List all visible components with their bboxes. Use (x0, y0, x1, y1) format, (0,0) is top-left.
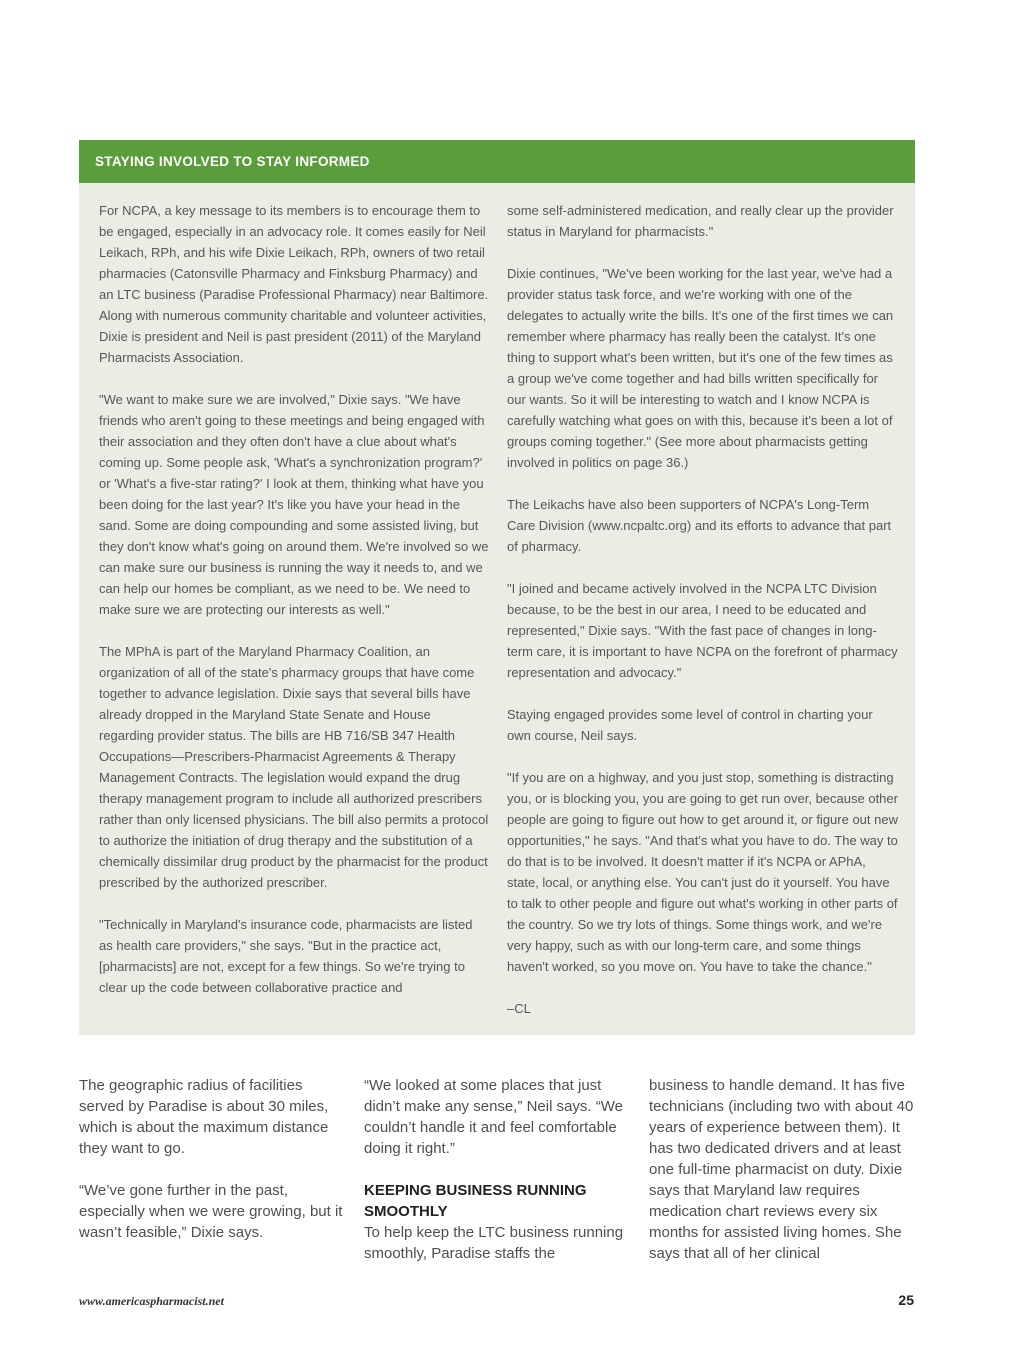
section-subhead: KEEPING BUSINESS RUNNING SMOOTHLY (364, 1182, 587, 1220)
sidebar-title: STAYING INVOLVED TO STAY INFORMED (95, 154, 370, 169)
sidebar-paragraph: The MPhA is part of the Maryland Pharmacy Coalition, an organization of all of the state's pharmacy groups that have come together to advance legislation. Dixie says that several bills have already dropped in the Maryland State Senate and House regarding provider status. The bills are HB 716/SB 347 Health Occupations—Prescribers-Pharmacist Agreements & Therapy Management Contracts. The legislation would expand the drug therapy management program to include all authorized prescribers rather than only licensed physicians. The bill also permits a protocol to authorize the initiation of drug therapy and the substitution of a chemically dissimilar drug product by the pharmacist for the product prescribed by the authorized prescriber. (99, 644, 489, 890)
article-paragraph: business to handle demand. It has five technicians (including two with about 40 years of experience between them). It has two dedicated drivers and at least one full-time pharmacist on duty. Dixie says that Maryland law requires medication chart reviews every six months for assisted living homes. She says that all of her clinical (649, 1077, 914, 1262)
sidebar-signature: –CL (507, 1001, 531, 1016)
page-number: 25 (898, 1292, 914, 1308)
sidebar-header (79, 140, 915, 183)
article-column-2 (364, 1075, 632, 1285)
article-paragraph: “We’ve gone further in the past, especially when we were growing, but it wasn’t feasible,” Dixie says. (79, 1182, 343, 1241)
sidebar-paragraph: "We want to make sure we are involved," Dixie says. "We have friends who aren't going to these meetings and being engaged with their association and they often don't have a clue about what's coming up. Some people ask, 'What's a synchronization program?' or 'What's a five-star rating?' I look at them, thinking what have you been doing for the last year? It's like you have your head in the sand. Some are doing compounding and some assisted living, but they don't know what's going on around them. We're involved so we can make sure our business is running the way it needs to, and we can help our homes be compliant, as we need to be. We need to make sure we are protecting our interests as well." (99, 392, 489, 617)
article-paragraph: To help keep the LTC business running smoothly, Paradise staffs the (364, 1224, 624, 1262)
sidebar-box (79, 140, 915, 1035)
sidebar-paragraph: The Leikachs have also been supporters of NCPA's Long-Term Care Division (www.ncpaltc.org) and its efforts to advance that part of pharmacy. (507, 497, 892, 554)
sidebar-paragraph: For NCPA, a key message to its members is to encourage them to be engaged, especially in an advocacy role. It comes easily for Neil Leikach, RPh, and his wife Dixie Leikach, RPh, owners of two retail pharmacies (Catonsville Pharmacy and Finksburg Pharmacy) and an LTC business (Paradise Professional Pharmacy) near Baltimore. Along with numerous community charitable and volunteer activities, Dixie is president and Neil is past president (2011) of the Maryland Pharmacists Association. (99, 203, 489, 365)
sidebar-paragraph: some self-administered medication, and really clear up the provider status in Maryland for pharmacists." (507, 203, 894, 239)
footer-url: www.americaspharmacist.net (79, 1294, 224, 1308)
article-paragraph: “We looked at some places that just didn’t make any sense,” Neil says. “We couldn’t handle it and feel comfortable doing it right.” (364, 1077, 623, 1157)
sidebar-paragraph: "Technically in Maryland's insurance code, pharmacists are listed as health care providers," she says. "But in the practice act, [pharmacists] are not, except for a few things. So we're trying to clear up the code between collaborative practice and (99, 917, 473, 995)
sidebar-paragraph: "If you are on a highway, and you just stop, something is distracting you, or is blocking you, you are going to get run over, because other people are going to figure out how to get around it, or figure out new opportunities," he says. "And that's what you have to do. The way to do that is to be involved. It doesn't matter if it's NCPA or APhA, state, local, or anything else. You can't just do it yourself. You have to talk to other people and figure out what's working in other parts of the country. So we try lots of things. Some things work, and we're very happy, such as with our long-term care, and some things haven't worked, so you move on. You have to take the chance." (507, 770, 898, 974)
article-column-3 (649, 1075, 917, 1285)
article-column-1 (79, 1075, 347, 1264)
sidebar-paragraph: Dixie continues, "We've been working for the last year, we've had a provider status task force, and we're working with one of the delegates to actually write the bills. It's one of the first times we can remember where pharmacy has really been the catalyst. It's one thing to support what's been written, but it's one of the few times as a group we've come together and had bills written specifically for our wants. So it will be interesting to watch and I know NCPA is carefully watching what goes on with this, because it's been a lot of groups coming together." (See more about pharmacists getting involved in politics on page 36.) (507, 266, 894, 470)
sidebar-paragraph: "I joined and became actively involved in the NCPA LTC Division because, to be the best in our area, I need to be educated and represented," Dixie says. "With the fast pace of changes in long-term care, it is important to have NCPA on the forefront of pharmacy representation and advocacy." (507, 581, 898, 680)
sidebar-right-column (507, 200, 899, 1040)
sidebar-left-column (99, 200, 489, 1019)
article-paragraph: The geographic radius of facilities served by Paradise is about 30 miles, which is about the maximum distance they want to go. (79, 1077, 329, 1157)
sidebar-paragraph: Staying engaged provides some level of control in charting your own course, Neil says. (507, 707, 873, 743)
